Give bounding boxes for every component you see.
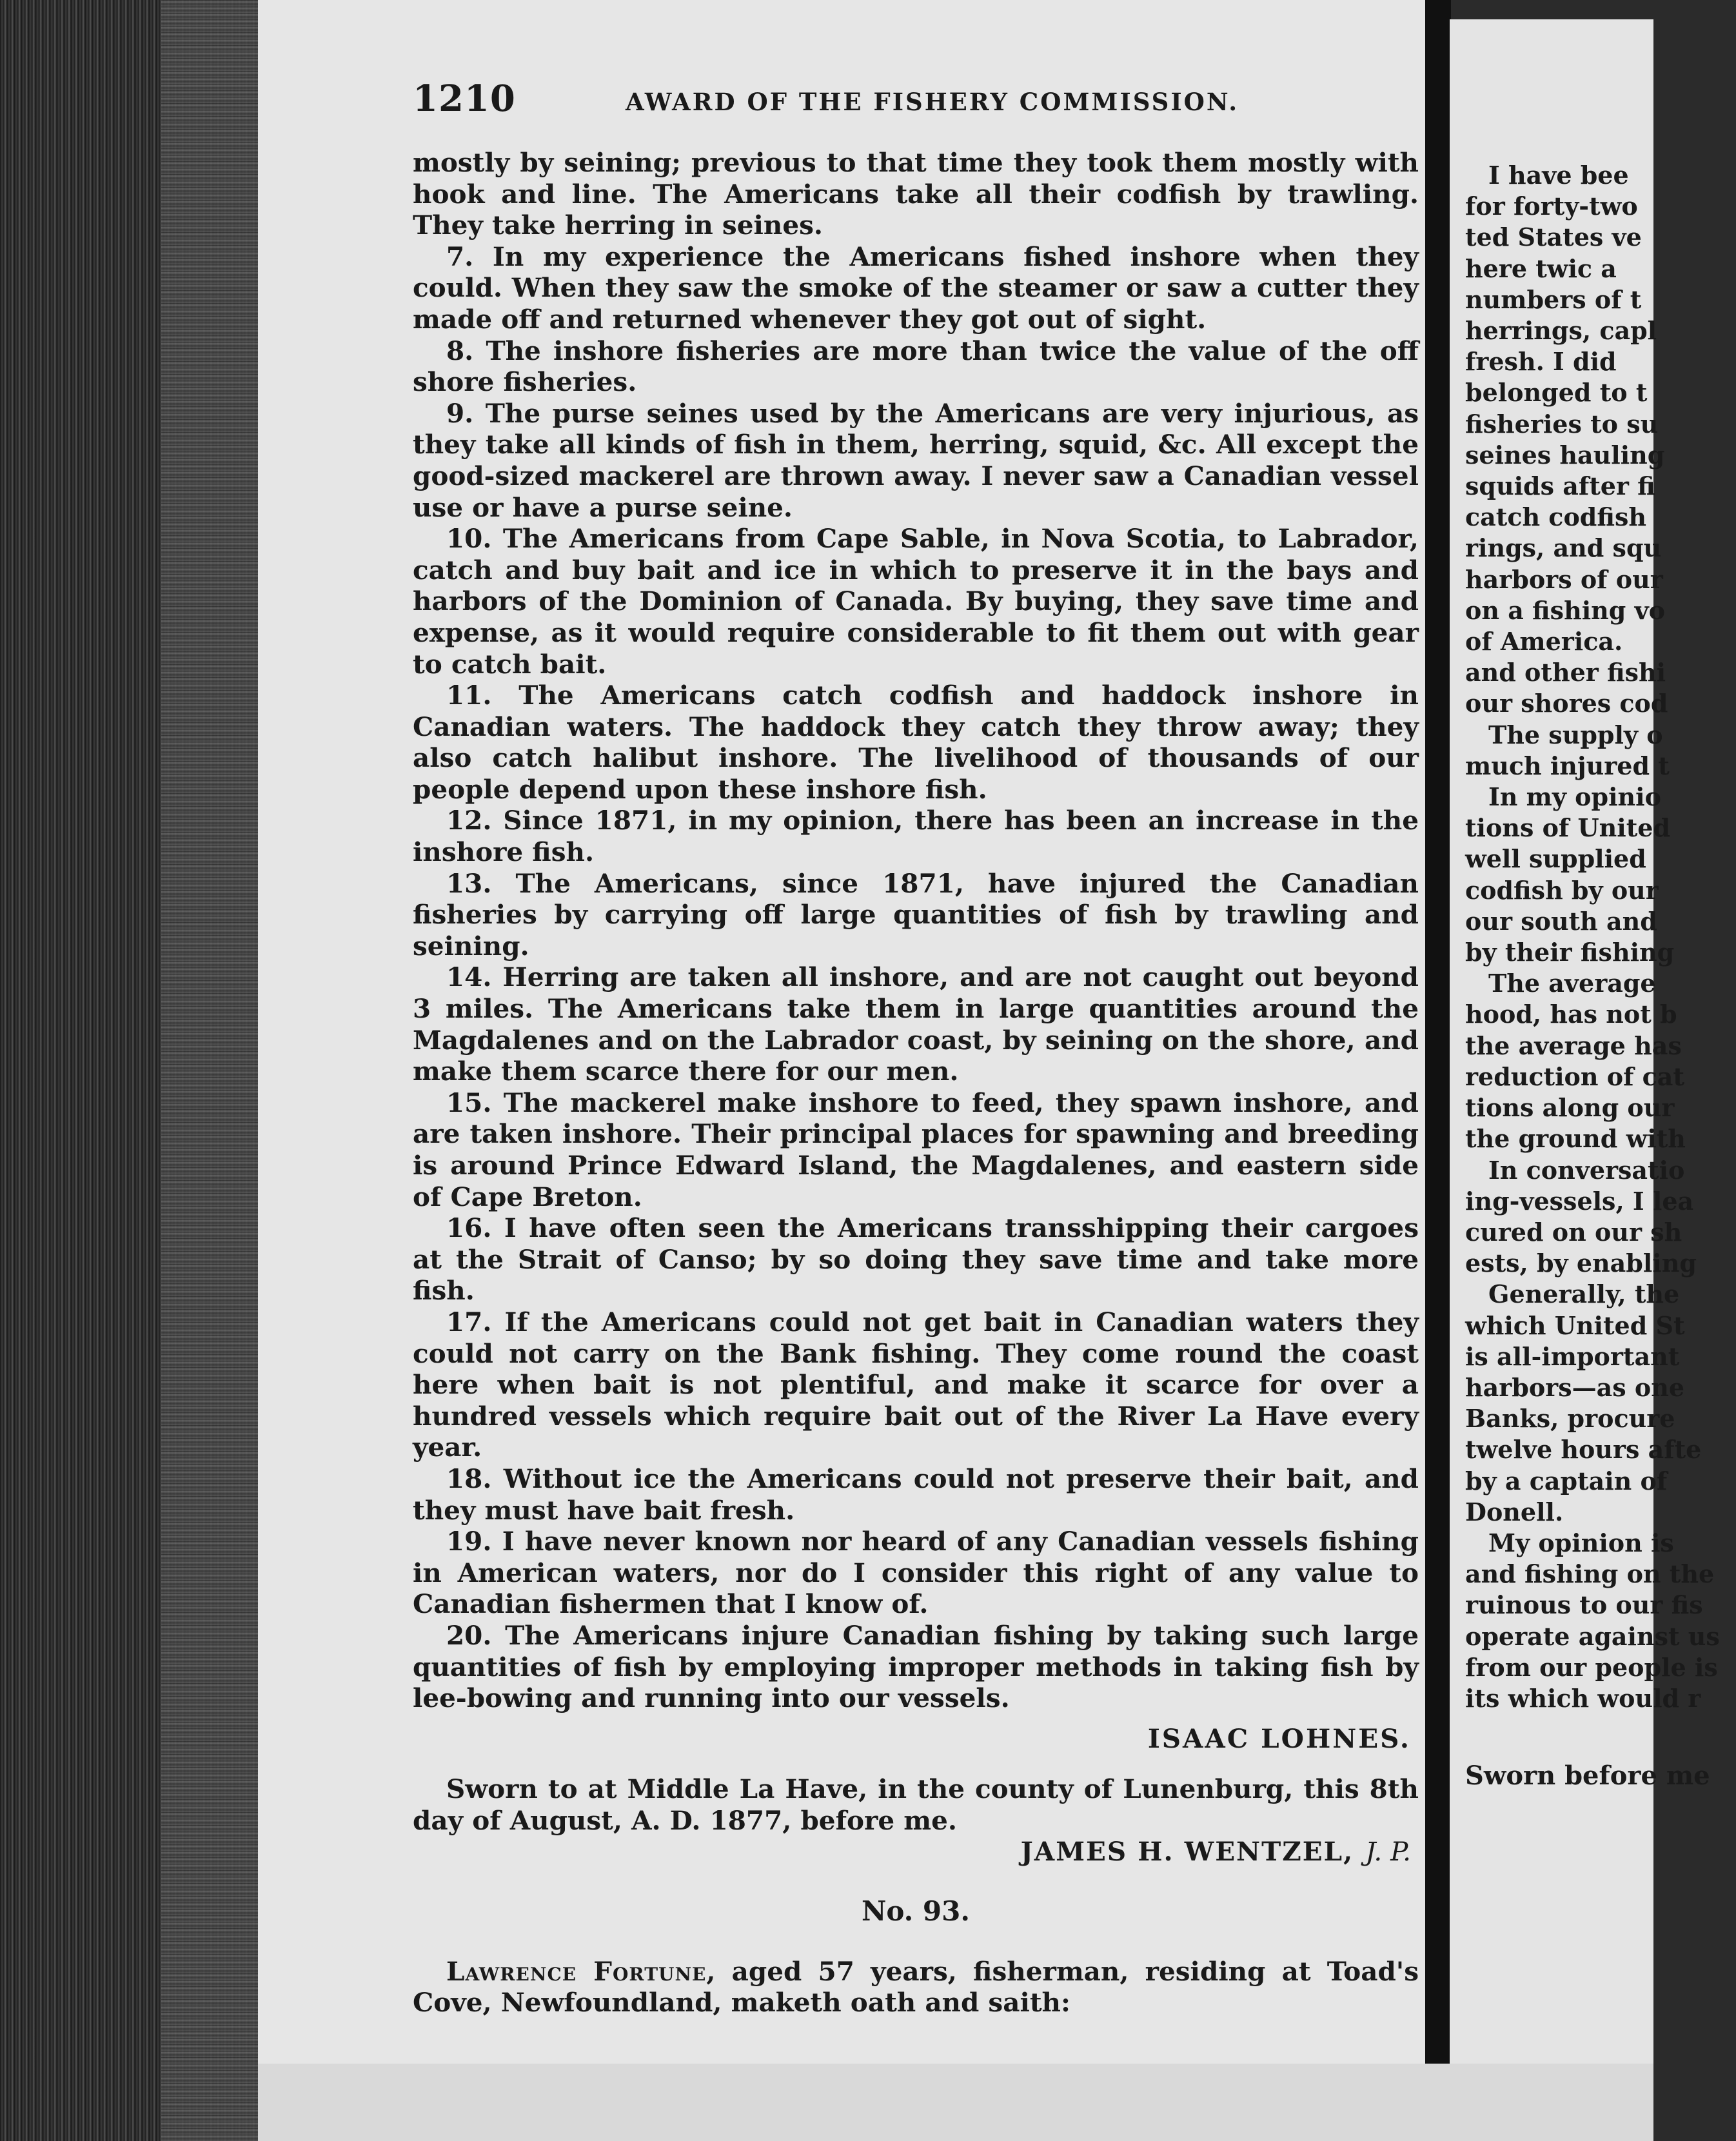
right-page-line: belonged to t <box>1465 378 1648 408</box>
right-page-line: tions of United <box>1465 813 1671 843</box>
right-page-line: here twic a <box>1465 253 1617 283</box>
right-page-line: herrings, capl <box>1465 316 1657 346</box>
justice-name: JAMES H. WENTZEL, <box>1020 1836 1354 1868</box>
paragraph: 16. I have often seen the Americans transshipping their cargoes at the Strait of Canso; by so doing they save time and take more fish. <box>413 1212 1419 1307</box>
paragraph: 12. Since 1871, in my opinion, there has been an increase in the inshore fish. <box>413 805 1419 868</box>
page-bottom-margin <box>258 2064 1653 2141</box>
section-heading: No. 93. <box>862 1895 970 1928</box>
right-page-line: fisheries to su <box>1465 409 1659 439</box>
right-page-line: Banks, procure <box>1465 1404 1675 1434</box>
right-page-line: The average <box>1488 969 1656 998</box>
justice-title: J. P. <box>1365 1836 1411 1868</box>
right-page-line: and other fishi <box>1465 658 1666 687</box>
right-page-line: and fishing on the <box>1465 1559 1715 1589</box>
right-page-line: much injured t <box>1465 751 1670 780</box>
paragraph: 17. If the Americans could not get bait in Canadian waters they could not carry on the Bank fishing. They come round the coast here when bait is not plentiful, and make it scarce for over a hundred vessels which require bait out of the River La Have every year. <box>413 1306 1419 1463</box>
right-page-line: squids after fi <box>1465 471 1655 501</box>
testimony-paragraphs <box>413 147 1419 1714</box>
paragraph: mostly by seining; previous to that time they took them mostly with hook and line. The Americans take all their codfish by trawling. They take herring in seines. <box>413 147 1419 241</box>
right-page-line: numbers of t <box>1465 284 1642 314</box>
right-page-line: ing-vessels, I lea <box>1465 1186 1694 1216</box>
page-gutter <box>1425 0 1451 2141</box>
sworn-statement: Sworn to at Middle La Have, in the county of Lunenburg, this 8th day of August, A. D. 1877, before me. <box>413 1773 1419 1836</box>
right-page-line: harbors—as one <box>1465 1372 1684 1402</box>
paragraph: 20. The Americans injure Canadian fishing by taking such large quantities of fish by employing improper methods in taking fish by lee-bowing and running into our vessels. <box>413 1619 1419 1714</box>
right-page-line: reduction of cat <box>1465 1061 1684 1091</box>
paragraph: 15. The mackerel make inshore to feed, they spawn inshore, and are taken inshore. Their principal places for spawning and breeding is around Prince Edward Island, the Magdalenes, and eastern side of Cape Breton. <box>413 1087 1419 1212</box>
paragraph: 18. Without ice the Americans could not preserve their bait, and they must have bait fresh. <box>413 1463 1419 1526</box>
right-page-line: of America. <box>1465 627 1623 656</box>
right-page-line: on a fishing vo <box>1465 595 1665 625</box>
right-page <box>1450 19 1720 2064</box>
right-page-line: by their fishing <box>1465 938 1675 967</box>
right-page-line: the ground with <box>1465 1124 1686 1154</box>
right-page-line: by a captain of <box>1465 1466 1668 1495</box>
justice-signature <box>413 1836 1411 1868</box>
right-page-line: for forty-two <box>1465 192 1638 221</box>
paragraph: 11. The Americans catch codfish and haddock inshore in Canadian waters. The haddock they catch they throw away; they also catch halibut inshore. The livelihood of thousands of our people depend upon these inshore fish. <box>413 680 1419 805</box>
right-page-line: My opinion is <box>1488 1528 1674 1557</box>
right-page-line: the average has <box>1465 1031 1682 1060</box>
right-page-line: harbors of our <box>1465 564 1663 594</box>
running-title: AWARD OF THE FISHERY COMMISSION. <box>626 88 1239 116</box>
right-page-line: our shores cod <box>1465 689 1668 718</box>
paragraph: 9. The purse seines used by the Americans are very injurious, as they take all kinds of fish in them, herring, squid, &c. All except the good-sized mackerel are thrown away. I never saw a Canadian vessel use or have a purse seine. <box>413 397 1419 523</box>
paragraph: 10. The Americans from Cape Sable, in Nova Scotia, to Labrador, catch and buy bait and ice in which to preserve it in the bays and harbors of the Dominion of Canada. By buying, they save time and expense, as it would require considerable to fit them out with gear to catch bait. <box>413 523 1419 680</box>
deponent-details: , aged 57 years, fisherman, residing at Toad's Cove, Newfoundland, maketh oath and saith: <box>413 1955 1419 2018</box>
page-number: 1210 <box>413 77 516 120</box>
right-page-line: operate against us <box>1465 1621 1720 1651</box>
paragraph: 19. I have never known nor heard of any Canadian vessels fishing in American waters, nor do I consider this right of any value to Canadian fishermen that I know of. <box>413 1526 1419 1620</box>
right-page-line: from our people is <box>1465 1652 1718 1682</box>
right-page-line: which United St <box>1465 1310 1685 1340</box>
right-page-line: cured on our sh <box>1465 1217 1682 1247</box>
right-page-line: rings, and squ <box>1465 533 1662 563</box>
running-head <box>413 77 1432 129</box>
right-page-line: hood, has not b <box>1465 1000 1677 1029</box>
right-page-line: seines hauling <box>1465 440 1665 469</box>
right-page-line: ruinous to our fis <box>1465 1590 1703 1620</box>
right-page-line: Generally, the <box>1488 1279 1680 1309</box>
right-page-line: I have bee <box>1488 161 1629 190</box>
right-page-line: twelve hours afte <box>1465 1435 1702 1465</box>
paragraph: 7. In my experience the Americans fished inshore when they could. When they saw the smoke of the steamer or saw a cutter they made off and returned whenever they got out of sight. <box>413 241 1419 335</box>
right-page-text <box>1465 160 1736 1714</box>
right-page-sworn: Sworn before me <box>1465 1761 1710 1791</box>
book-spine-edge <box>0 0 258 2141</box>
signature: ISAAC LOHNES. <box>1147 1722 1411 1754</box>
right-page-line: Donell. <box>1465 1497 1564 1526</box>
paragraph: 8. The inshore fisheries are more than twice the value of the off shore fisheries. <box>413 335 1419 398</box>
right-page-line: In conversatio <box>1488 1155 1685 1185</box>
right-page-line: fresh. I did <box>1465 347 1617 377</box>
right-page-line: The supply o <box>1488 720 1663 749</box>
right-page-line: its which would r <box>1465 1683 1701 1713</box>
right-page-line: In my opinio <box>1488 782 1661 812</box>
right-page-line: well supplied <box>1465 844 1646 874</box>
right-page-line: our south and <box>1465 906 1657 936</box>
paragraph: 14. Herring are taken all inshore, and are not caught out beyond 3 miles. The Americans take them in large quantities around the Magdalenes and on the Labrador coast, by seining on the shore, and make them scarce there for our men. <box>413 962 1419 1087</box>
right-page-line: ests, by enabling <box>1465 1248 1697 1278</box>
right-page-line: ted States ve <box>1465 222 1642 252</box>
right-page-line: tions along our <box>1465 1093 1675 1123</box>
right-page-line: is all-important <box>1465 1341 1680 1371</box>
right-page-line: codfish by our <box>1465 875 1659 905</box>
deposition-intro <box>413 1956 1419 2018</box>
main-text <box>413 147 1419 2018</box>
deponent-name: Lawrence Fortune <box>446 1955 707 1987</box>
right-page-line: catch codfish <box>1465 502 1647 532</box>
paragraph: 13. The Americans, since 1871, have injured the Canadian fisheries by carrying off large quantities of fish by trawling and seining. <box>413 867 1419 962</box>
